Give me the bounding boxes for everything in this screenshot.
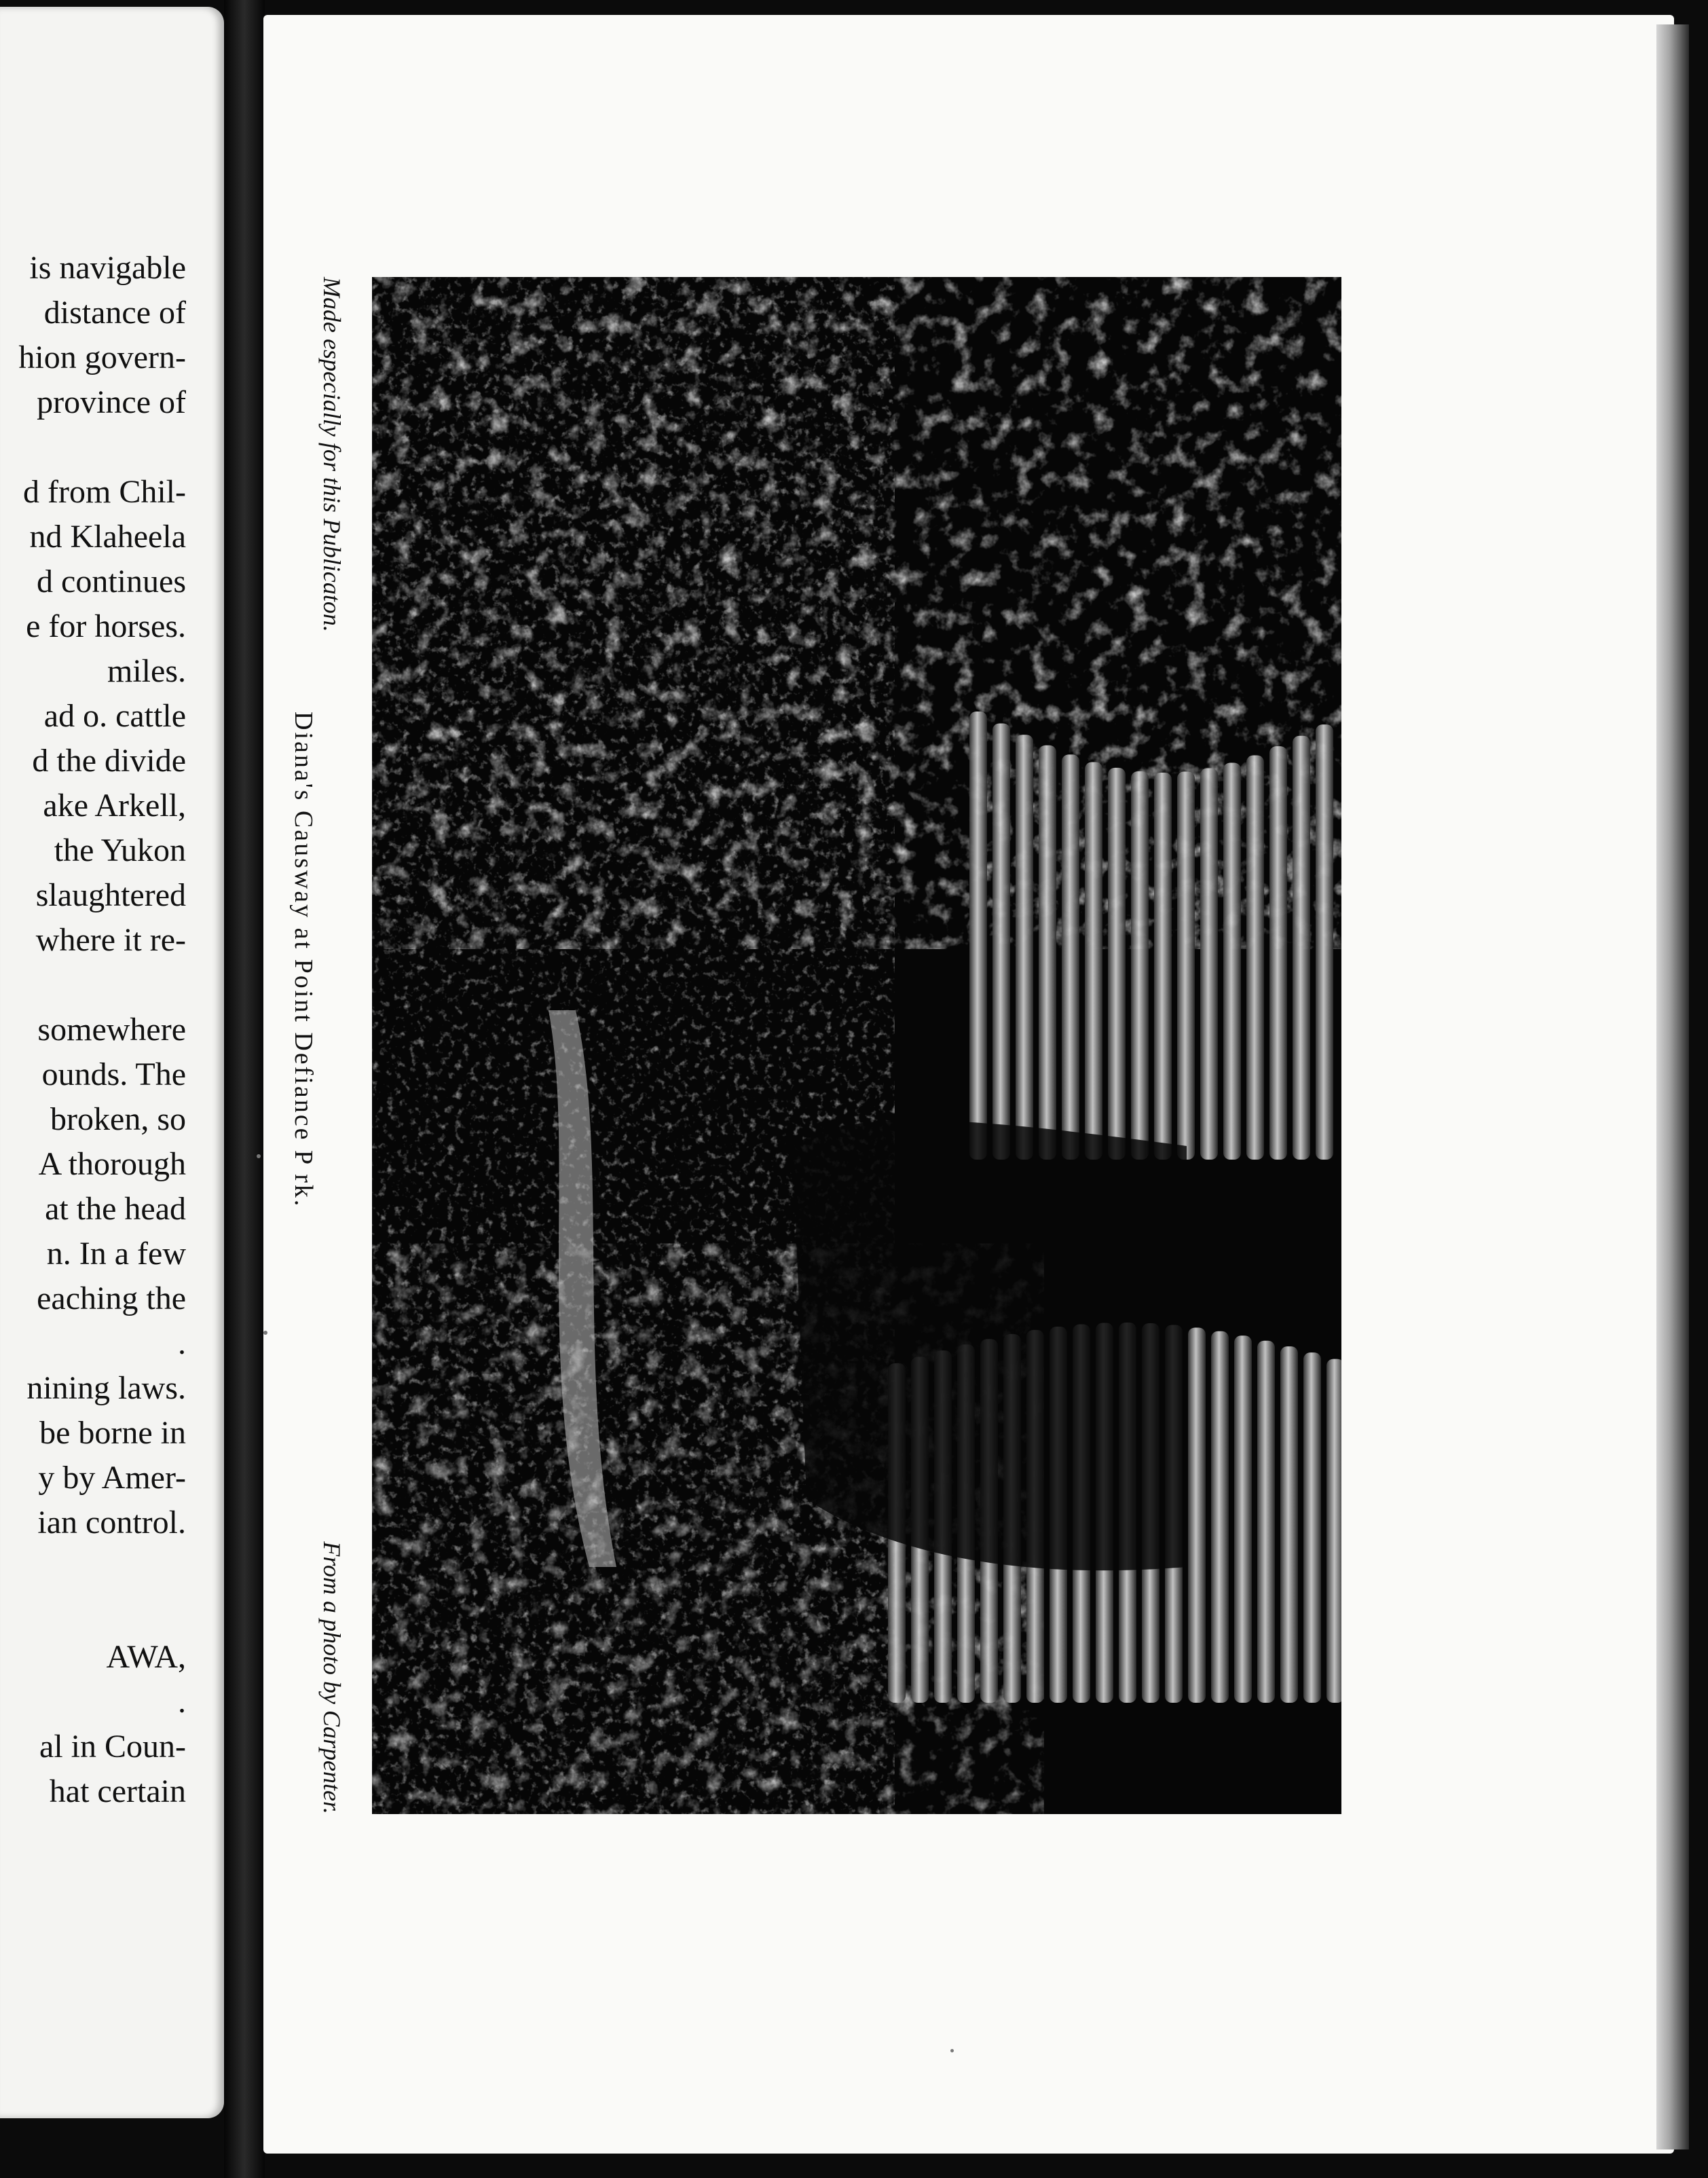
page-speck xyxy=(263,1331,267,1335)
text-line: nining laws. xyxy=(26,1370,186,1406)
text-line: the Yukon xyxy=(54,832,186,868)
blank-line xyxy=(0,1545,186,1590)
text-line: . xyxy=(178,1684,186,1720)
causeway-log xyxy=(1223,762,1241,1160)
text-line: d from Chil- xyxy=(23,474,186,510)
causeway-log xyxy=(1257,1341,1275,1703)
text-line: . xyxy=(178,1325,186,1361)
book-gutter xyxy=(224,0,265,2178)
page-edge xyxy=(1656,24,1689,2149)
text-line: ounds. The xyxy=(41,1056,186,1092)
blank-line xyxy=(0,425,186,470)
text-line: at the head xyxy=(45,1191,186,1227)
causeway-log xyxy=(1303,1352,1321,1703)
blank-line xyxy=(0,963,186,1008)
left-page xyxy=(0,7,224,2118)
causeway-log xyxy=(1326,1359,1341,1703)
page-speck xyxy=(950,2049,954,2052)
text-line: al in Coun- xyxy=(39,1729,186,1765)
causeway-log xyxy=(1062,754,1079,1160)
causeway-log xyxy=(1154,773,1172,1160)
photo-caption: Diana's Causway at Point Defiance P rk. xyxy=(289,712,318,1208)
text-line: A thorough xyxy=(38,1146,186,1182)
text-line: nd Klaheela xyxy=(29,519,186,555)
causeway-log xyxy=(1293,736,1310,1160)
causeway-log xyxy=(969,712,987,1160)
causeway-log xyxy=(1131,771,1149,1160)
text-line: ian control. xyxy=(37,1505,186,1540)
text-line: where it re- xyxy=(35,922,186,958)
text-line: ake Arkell, xyxy=(43,788,186,824)
text-line: distance of xyxy=(43,295,186,331)
left-page-text xyxy=(0,246,186,1814)
photograph-causeway xyxy=(372,277,1341,1814)
causeway-log xyxy=(1085,762,1102,1160)
text-line: hion govern- xyxy=(18,339,186,375)
text-line: province of xyxy=(37,384,186,420)
causeway-log xyxy=(1316,724,1333,1160)
text-line: ad o. cattle xyxy=(43,698,186,734)
causeway-log xyxy=(1269,746,1287,1160)
causeway-log xyxy=(1280,1346,1298,1703)
causeway-log xyxy=(1108,768,1126,1160)
causeway-log xyxy=(1188,1327,1206,1703)
text-line: d the divide xyxy=(32,743,186,779)
text-line: eaching the xyxy=(37,1280,186,1316)
text-line: y by Amer- xyxy=(38,1460,186,1496)
text-line: somewhere xyxy=(37,1012,186,1048)
causeway-log xyxy=(1177,771,1195,1160)
page-speck xyxy=(257,1154,261,1158)
text-line: is navigable xyxy=(29,250,186,286)
text-line: d continues xyxy=(37,564,186,599)
credit-publication: Made especially for this Publicaton. xyxy=(318,277,346,632)
causeway-log xyxy=(1246,756,1264,1160)
credit-photographer: From a photo by Carpenter. xyxy=(318,1541,346,1814)
causeway-log xyxy=(1211,1331,1229,1703)
text-line: broken, so xyxy=(50,1101,186,1137)
text-line: AWA, xyxy=(106,1639,186,1675)
text-line: be borne in xyxy=(39,1415,186,1451)
photo-caption-strip xyxy=(280,277,327,1814)
text-line: miles. xyxy=(107,653,186,689)
causeway-log xyxy=(1016,735,1033,1160)
text-line: slaughtered xyxy=(35,877,186,913)
blank-line xyxy=(0,1590,186,1635)
text-line: n. In a few xyxy=(46,1236,186,1272)
photo-image xyxy=(372,277,1341,1814)
causeway-log xyxy=(1234,1335,1252,1703)
causeway-log xyxy=(1200,769,1218,1160)
text-line: hat certain xyxy=(49,1773,186,1809)
causeway-log xyxy=(992,723,1010,1160)
text-line: e for horses. xyxy=(26,608,186,644)
causeway-log xyxy=(1039,745,1056,1160)
